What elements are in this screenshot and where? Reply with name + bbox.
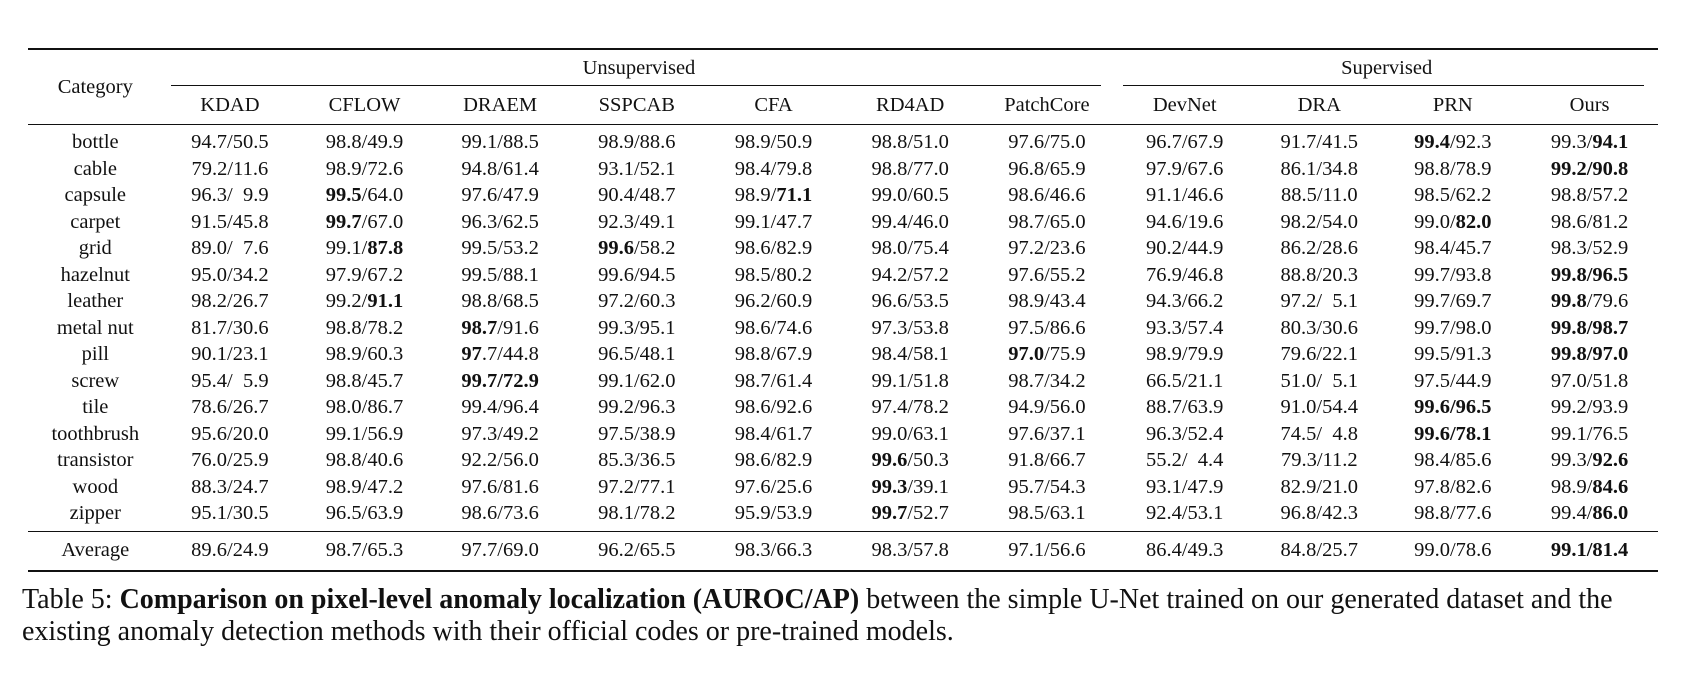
table-average: [28, 531, 1658, 571]
value-cell: 99.0/63.1: [871, 422, 949, 445]
value-cell: 99.5/91.3: [1414, 343, 1492, 365]
value-cell: 90.2/44.9: [1145, 237, 1224, 259]
value-cell: 51.0/ 5.1: [1280, 369, 1358, 392]
table-row: [28, 500, 1658, 531]
value-cell: 98.7/65.0: [1008, 210, 1086, 233]
value-cell: 98.4/58.1: [871, 343, 949, 365]
value-cell: 98.9/71.1: [734, 184, 813, 206]
value-cell: 98.6/81.2: [1550, 210, 1629, 233]
category-cell: transistor: [57, 449, 134, 471]
value-cell: 99.8/97.0: [1550, 343, 1629, 365]
value-cell: 97.5/86.6: [1008, 316, 1086, 339]
value-cell: 99.6/50.3: [871, 449, 949, 471]
value-cell: 99.4/86.0: [1550, 502, 1629, 524]
value-cell: 97.2/23.6: [1008, 237, 1086, 259]
value-cell: 76.9/46.8: [1145, 263, 1224, 286]
value-cell: 79.6/22.1: [1280, 343, 1358, 365]
value-cell: 98.0/75.4: [871, 237, 949, 259]
table-row: [28, 182, 1658, 209]
value-cell: 99.3/95.1: [598, 316, 676, 339]
value-cell: 99.0/78.6: [1384, 531, 1521, 571]
value-cell: 99.7/52.7: [871, 502, 949, 524]
value-cell: 96.3/ 9.9: [191, 184, 269, 206]
value-cell: 79.3/11.2: [1280, 449, 1358, 471]
category-cell: screw: [71, 369, 120, 392]
method-header: PatchCore: [1004, 93, 1090, 116]
table-row: [28, 288, 1658, 315]
value-cell: 91.0/54.4: [1280, 396, 1358, 418]
method-header: Ours: [1569, 93, 1610, 116]
value-cell: 88.3/24.7: [191, 475, 269, 498]
method-header: KDAD: [200, 93, 260, 116]
value-cell: 98.6/74.6: [734, 316, 813, 339]
table-row: [28, 235, 1658, 262]
results-table: [28, 48, 1658, 572]
category-cell: pill: [81, 343, 109, 365]
method-header: DRAEM: [463, 93, 538, 116]
value-cell: 98.6/46.6: [1008, 184, 1086, 206]
value-cell: 84.8/25.7: [1254, 531, 1384, 571]
value-cell: 98.4/61.7: [734, 422, 813, 445]
method-header-row: [28, 86, 1658, 125]
category-cell: Average: [28, 531, 163, 571]
value-cell: 98.9/43.4: [1008, 290, 1086, 312]
value-cell: 98.6/92.6: [734, 396, 813, 418]
table-row: [28, 421, 1658, 448]
value-cell: 97.0/75.9: [1008, 343, 1086, 365]
value-cell: 99.2/96.3: [598, 396, 676, 418]
value-cell: 98.3/52.9: [1550, 237, 1629, 259]
value-cell: 99.4/92.3: [1384, 125, 1521, 156]
value-cell: 94.2/57.2: [871, 263, 949, 286]
value-cell: 98.8/57.2: [1550, 184, 1629, 206]
value-cell: 81.7/30.6: [191, 316, 269, 339]
value-cell: 97.8/82.6: [1414, 475, 1492, 498]
value-cell: 99.2/91.1: [325, 290, 404, 312]
method-header: SSPCAB: [598, 93, 675, 116]
value-cell: 97.2/77.1: [598, 475, 676, 498]
value-cell: 97.7/69.0: [432, 531, 569, 571]
value-cell: 99.4/96.4: [461, 396, 539, 418]
value-cell: 99.5/88.1: [461, 263, 539, 286]
value-cell: 98.4/45.7: [1414, 237, 1492, 259]
value-cell: 96.2/60.9: [734, 290, 813, 312]
value-cell: 90.4/48.7: [598, 184, 676, 206]
value-cell: 86.2/28.6: [1280, 237, 1358, 259]
value-cell: 99.4/46.0: [871, 210, 949, 233]
value-cell: 97.9/67.2: [325, 263, 404, 286]
category-header: Category: [28, 49, 163, 125]
value-cell: 98.0/86.7: [325, 396, 404, 418]
category-cell: grid: [78, 237, 112, 259]
value-cell: 95.0/34.2: [191, 263, 269, 286]
value-cell: 78.6/26.7: [191, 396, 269, 418]
table-row: [28, 262, 1658, 289]
method-header: DevNet: [1152, 93, 1217, 116]
table-row: [28, 315, 1658, 342]
value-cell: 97.6/55.2: [1008, 263, 1086, 286]
value-cell: 99.5/64.0: [325, 184, 404, 206]
value-cell: 97.3/53.8: [871, 316, 949, 339]
value-cell: 97.2/ 5.1: [1280, 290, 1358, 312]
value-cell: 98.4/85.6: [1414, 449, 1492, 471]
value-cell: 97.5/38.9: [598, 422, 676, 445]
value-cell: 98.8/77.6: [1414, 502, 1492, 524]
value-cell: 99.6/78.1: [1414, 422, 1492, 445]
value-cell: 99.1/88.5: [432, 125, 569, 156]
value-cell: 98.7/61.4: [734, 369, 813, 392]
table-row: [28, 394, 1658, 421]
category-cell: tile: [82, 396, 109, 418]
category-cell: hazelnut: [60, 263, 131, 286]
table-row: [28, 368, 1658, 395]
category-cell: leather: [67, 290, 124, 312]
value-cell: 99.7/67.0: [325, 210, 404, 233]
value-cell: 99.5/53.2: [461, 237, 539, 259]
value-cell: 98.6/82.9: [734, 237, 813, 259]
value-cell: 98.9/60.3: [325, 343, 404, 365]
value-cell: 99.7/69.7: [1414, 290, 1492, 312]
value-cell: 82.9/21.0: [1280, 475, 1358, 498]
value-cell: 94.3/66.2: [1145, 290, 1224, 312]
category-cell: metal nut: [56, 316, 134, 339]
value-cell: 66.5/21.1: [1145, 369, 1224, 392]
value-cell: 99.3/39.1: [871, 475, 949, 498]
value-cell: 98.5/62.2: [1414, 184, 1492, 206]
value-cell: 96.3/52.4: [1145, 422, 1224, 445]
value-cell: 97.6/81.6: [461, 475, 539, 498]
value-cell: 99.1/51.8: [871, 369, 949, 392]
category-cell: capsule: [64, 184, 127, 206]
value-cell: 95.6/20.0: [191, 422, 269, 445]
value-cell: 91.7/41.5: [1254, 125, 1384, 156]
value-cell: 97.0/51.8: [1550, 369, 1629, 392]
value-cell: 98.8/49.9: [297, 125, 432, 156]
value-cell: 98.3/66.3: [705, 531, 842, 571]
value-cell: 98.2/26.7: [191, 290, 269, 312]
average-row: [28, 531, 1658, 571]
group-header-unsupervised: Unsupervised: [163, 49, 1116, 86]
value-cell: 98.8/51.0: [842, 125, 979, 156]
value-cell: 96.6/53.5: [871, 290, 949, 312]
value-cell: 98.9/79.9: [1145, 343, 1224, 365]
value-cell: 55.2/ 4.4: [1145, 449, 1224, 471]
value-cell: 99.0/60.5: [871, 184, 949, 206]
value-cell: 97.4/78.2: [871, 396, 949, 418]
value-cell: 93.1/52.1: [598, 157, 676, 180]
value-cell: 93.1/47.9: [1145, 475, 1224, 498]
method-header: CFLOW: [328, 93, 401, 116]
value-cell: 95.1/30.5: [191, 502, 269, 524]
value-cell: 96.8/65.9: [1008, 157, 1086, 180]
value-cell: 99.2/93.9: [1550, 396, 1629, 418]
value-cell: 97.6/75.0: [979, 125, 1116, 156]
method-header: CFA: [754, 93, 793, 116]
value-cell: 88.7/63.9: [1145, 396, 1224, 418]
value-cell: 97.7/44.8: [461, 343, 539, 365]
value-cell: 96.8/42.3: [1280, 502, 1358, 524]
value-cell: 97.6/37.1: [1008, 422, 1086, 445]
value-cell: 94.7/50.5: [163, 125, 298, 156]
table-row: [28, 156, 1658, 183]
table-body: [28, 125, 1658, 532]
value-cell: 99.1/47.7: [734, 210, 813, 233]
value-cell: 88.8/20.3: [1280, 263, 1358, 286]
value-cell: 99.7/98.0: [1414, 316, 1492, 339]
value-cell: 91.5/45.8: [191, 210, 269, 233]
value-cell: 98.4/79.8: [734, 157, 813, 180]
value-cell: 94.9/56.0: [1008, 396, 1086, 418]
value-cell: 97.5/44.9: [1414, 369, 1492, 392]
value-cell: 99.1/87.8: [325, 237, 404, 259]
table-row: [28, 209, 1658, 236]
caption-text: between the simple U-Net trained on our generated dataset and the existing anomaly detection methods with their official codes or pre-trained models.: [22, 584, 1613, 647]
value-cell: 79.2/11.6: [191, 157, 269, 180]
value-cell: 76.0/25.9: [191, 449, 269, 471]
group-header-row: [28, 49, 1658, 86]
value-cell: 85.3/36.5: [598, 449, 676, 471]
table-row: [28, 447, 1658, 474]
value-cell: 99.8/96.5: [1550, 263, 1629, 286]
value-cell: 98.8/67.9: [734, 343, 813, 365]
value-cell: 90.1/23.1: [191, 343, 269, 365]
method-header: DRA: [1297, 93, 1341, 116]
value-cell: 99.1/76.5: [1550, 422, 1629, 445]
value-cell: 98.6/73.6: [461, 502, 539, 524]
value-cell: 99.6/58.2: [598, 237, 676, 259]
caption-bold-title: Comparison on pixel-level anomaly localization (AUROC/AP): [119, 584, 860, 615]
value-cell: 98.9/72.6: [325, 157, 404, 180]
value-cell: 88.5/11.0: [1280, 184, 1358, 206]
value-cell: 97.1/56.6: [979, 531, 1116, 571]
value-cell: 92.4/53.1: [1145, 502, 1224, 524]
value-cell: 96.3/62.5: [461, 210, 539, 233]
value-cell: 89.0/ 7.6: [191, 237, 269, 259]
value-cell: 98.2/54.0: [1280, 210, 1358, 233]
value-cell: 96.2/65.5: [568, 531, 705, 571]
value-cell: 89.6/24.9: [163, 531, 298, 571]
category-cell: carpet: [70, 210, 121, 233]
value-cell: 99.6/94.5: [598, 263, 676, 286]
value-cell: 99.3/94.1: [1521, 125, 1658, 156]
value-cell: 98.6/82.9: [734, 449, 813, 471]
value-cell: 92.3/49.1: [598, 210, 676, 233]
category-cell: bottle: [28, 125, 163, 156]
value-cell: 99.8/79.6: [1550, 290, 1629, 312]
value-cell: 99.2/90.8: [1550, 157, 1629, 180]
value-cell: 99.7/93.8: [1414, 263, 1492, 286]
value-cell: 97.6/25.6: [734, 475, 813, 498]
method-header: PRN: [1432, 93, 1473, 116]
value-cell: 98.9/47.2: [325, 475, 404, 498]
value-cell: 95.4/ 5.9: [191, 369, 269, 392]
value-cell: 98.8/77.0: [871, 157, 949, 180]
method-header: RD4AD: [876, 93, 945, 116]
value-cell: 97.2/60.3: [598, 290, 676, 312]
value-cell: 98.7/65.3: [297, 531, 432, 571]
value-cell: 86.1/34.8: [1280, 157, 1358, 180]
value-cell: 80.3/30.6: [1280, 316, 1358, 339]
table-caption: [22, 584, 1662, 648]
value-cell: 94.8/61.4: [461, 157, 539, 180]
value-cell: 98.8/78.2: [325, 316, 404, 339]
value-cell: 95.7/54.3: [1008, 475, 1086, 498]
value-cell: 92.2/56.0: [461, 449, 539, 471]
value-cell: 98.8/78.9: [1414, 157, 1492, 180]
value-cell: 91.8/66.7: [1008, 449, 1086, 471]
caption-label: Table 5:: [22, 584, 120, 615]
value-cell: 96.7/67.9: [1115, 125, 1254, 156]
value-cell: 97.6/47.9: [461, 184, 539, 206]
value-cell: 98.8/68.5: [461, 290, 539, 312]
value-cell: 97.9/67.6: [1145, 157, 1224, 180]
value-cell: 99.0/82.0: [1414, 210, 1492, 233]
value-cell: 98.9/88.6: [568, 125, 705, 156]
value-cell: 98.7/91.6: [461, 316, 539, 339]
value-cell: 98.5/80.2: [734, 263, 813, 286]
value-cell: 96.5/63.9: [325, 502, 404, 524]
value-cell: 74.5/ 4.8: [1280, 422, 1358, 445]
value-cell: 86.4/49.3: [1115, 531, 1254, 571]
value-cell: 98.9/84.6: [1550, 475, 1629, 498]
value-cell: 99.1/62.0: [598, 369, 676, 392]
value-cell: 93.3/57.4: [1145, 316, 1224, 339]
value-cell: 99.1/56.9: [325, 422, 404, 445]
value-cell: 98.8/40.6: [325, 449, 404, 471]
category-cell: zipper: [69, 502, 121, 524]
value-cell: 95.9/53.9: [734, 502, 813, 524]
value-cell: 98.1/78.2: [598, 502, 676, 524]
value-cell: 99.7/72.9: [461, 369, 539, 392]
value-cell: 99.8/98.7: [1550, 316, 1629, 339]
value-cell: 99.6/96.5: [1414, 396, 1492, 418]
value-cell: 98.9/50.9: [705, 125, 842, 156]
value-cell: 98.3/57.8: [842, 531, 979, 571]
category-cell: wood: [72, 475, 119, 498]
category-cell: toothbrush: [51, 422, 140, 445]
value-cell: 98.7/34.2: [1008, 369, 1086, 392]
value-cell: 96.5/48.1: [598, 343, 676, 365]
category-cell: cable: [73, 157, 117, 180]
value-cell: 91.1/46.6: [1145, 184, 1224, 206]
value-cell: 98.5/63.1: [1008, 502, 1086, 524]
value-cell: 94.6/19.6: [1145, 210, 1224, 233]
value-cell: 98.8/45.7: [325, 369, 404, 392]
value-cell: 99.3/92.6: [1550, 449, 1629, 471]
value-cell: 97.3/49.2: [461, 422, 539, 445]
value-cell: 99.1/81.4: [1521, 531, 1658, 571]
table-row: [28, 125, 1658, 156]
group-header-supervised: Supervised: [1115, 49, 1658, 86]
results-table-container: [28, 48, 1658, 572]
table-row: [28, 474, 1658, 501]
table-row: [28, 341, 1658, 368]
